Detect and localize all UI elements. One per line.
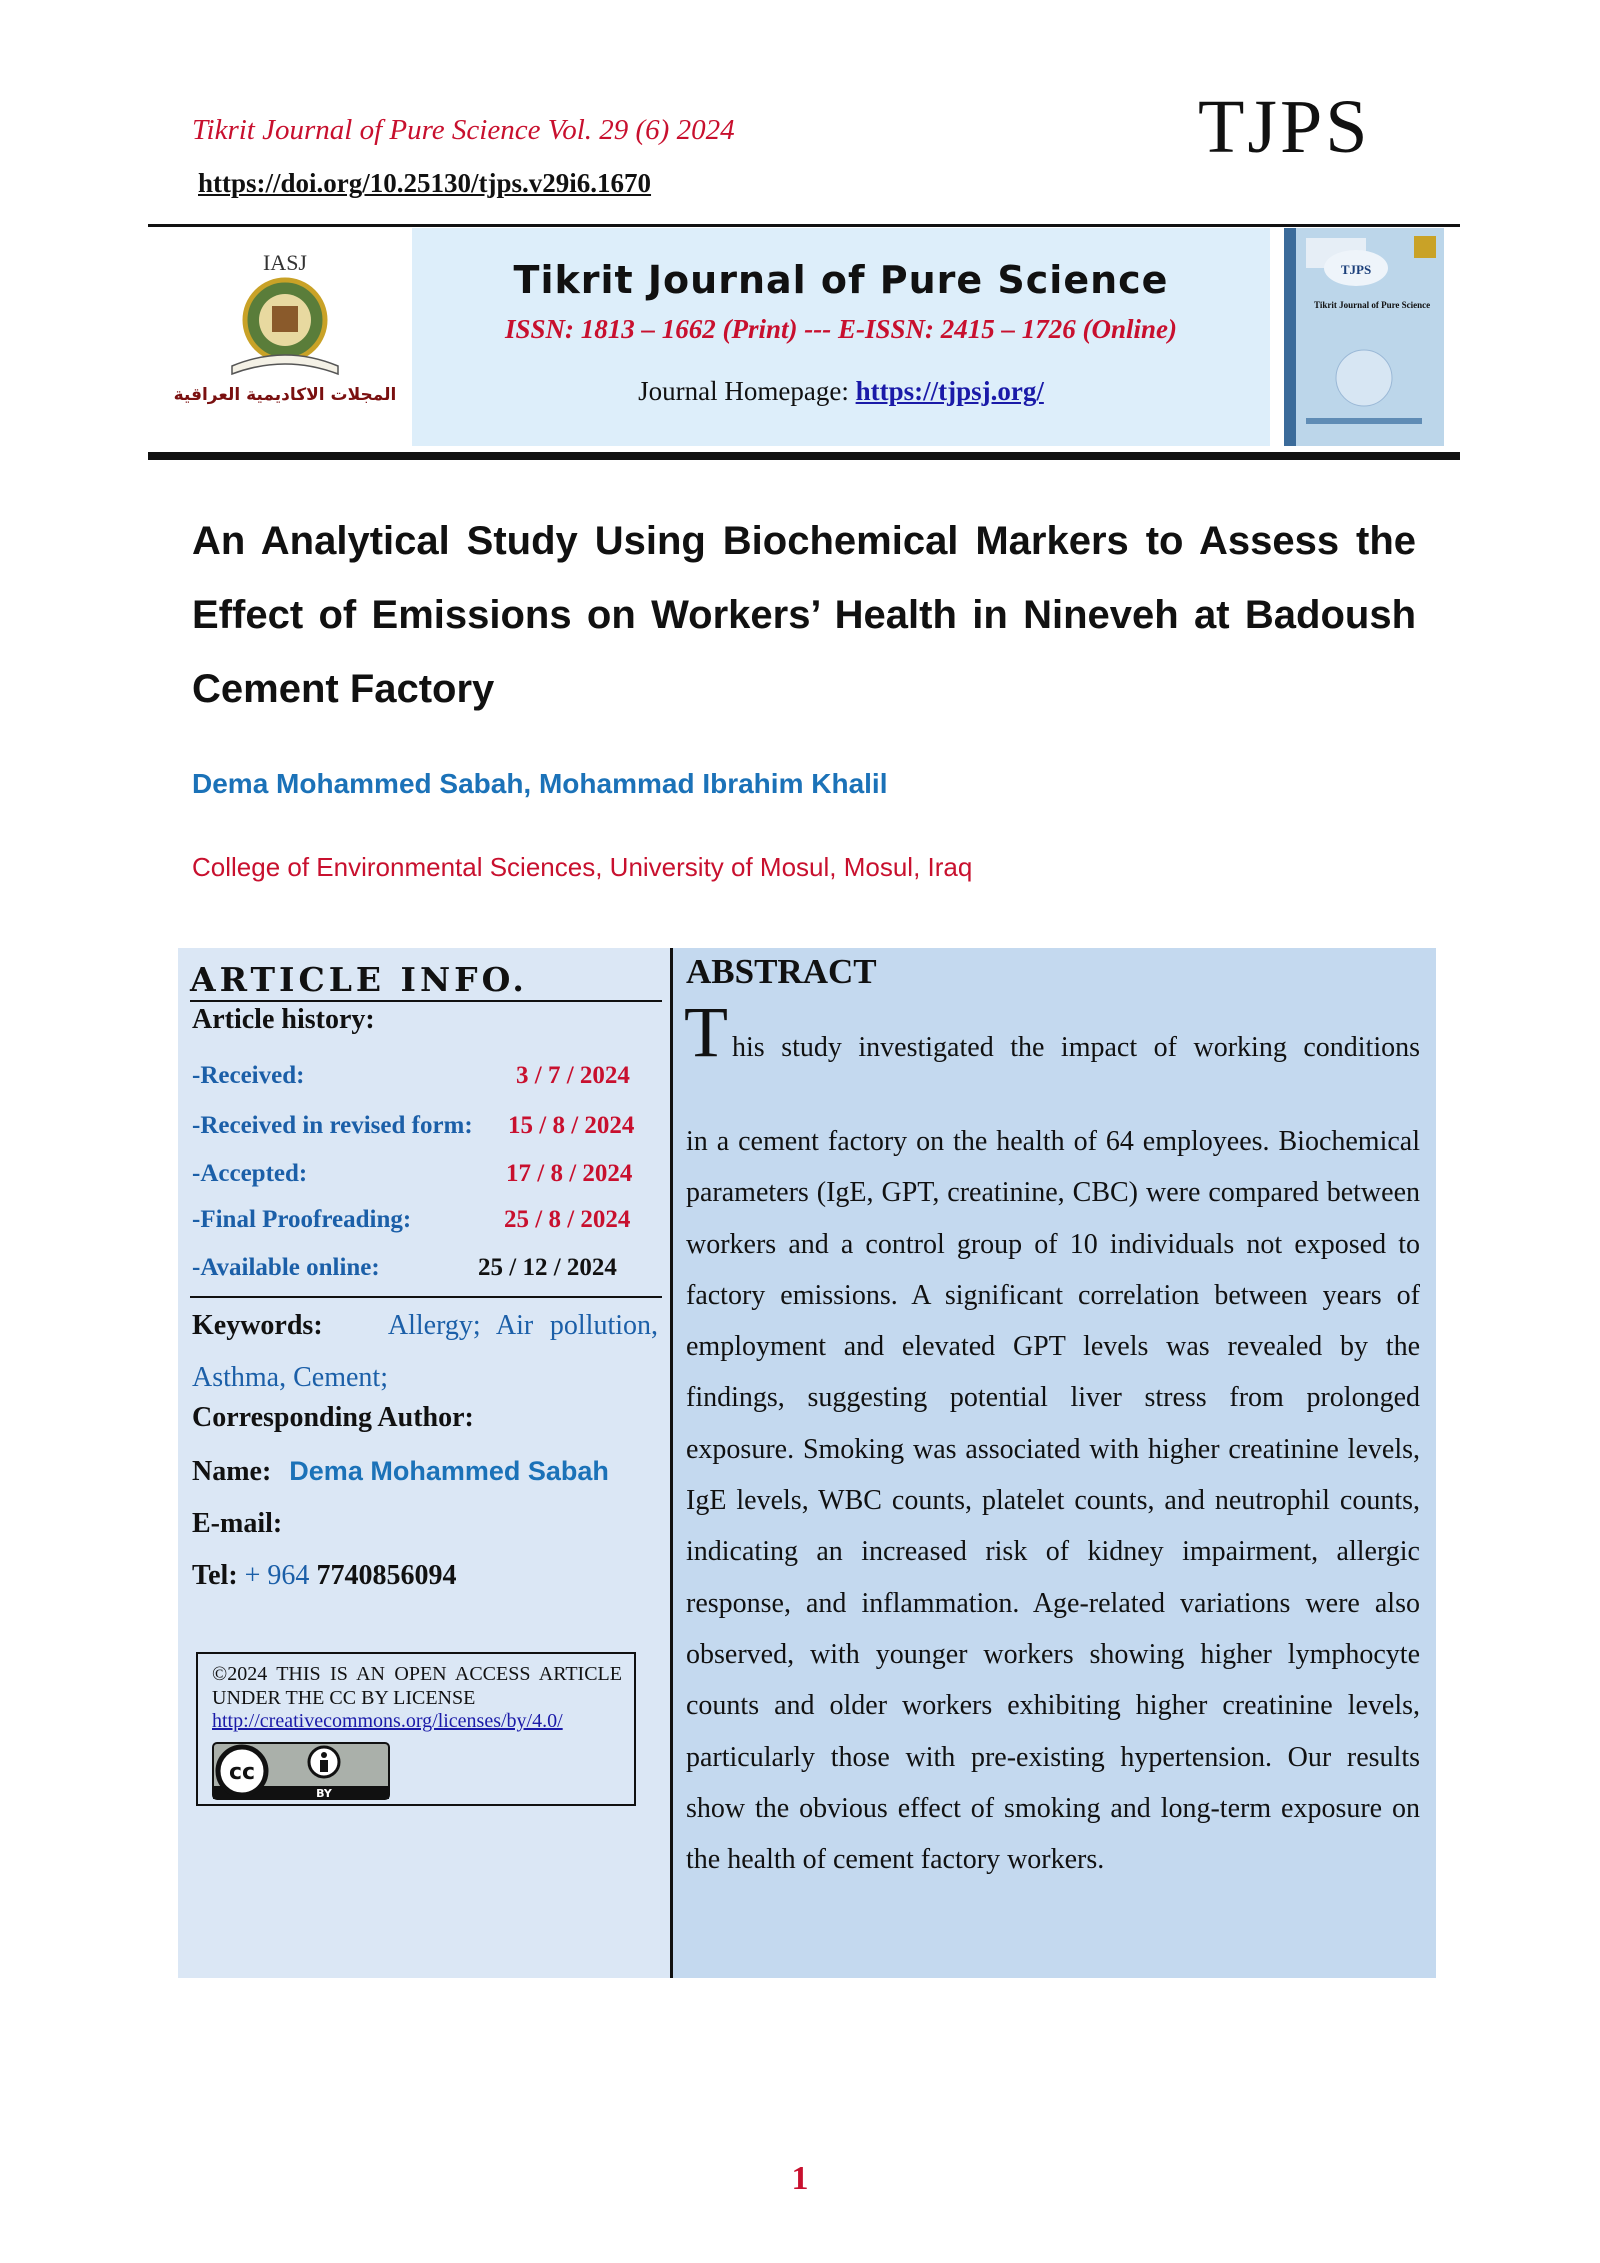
keywords-block xyxy=(192,1300,658,1404)
column-divider xyxy=(670,948,673,1978)
cc-by-label: BY xyxy=(316,1787,332,1800)
tel-label: Tel: xyxy=(192,1560,238,1591)
homepage-label: Journal Homepage: xyxy=(638,376,856,406)
corresponding-author-label: Corresponding Author: xyxy=(192,1402,474,1433)
author-name-line xyxy=(192,1456,609,1488)
header-top-rule xyxy=(148,224,1460,227)
history-online-label: -Available online: xyxy=(192,1254,380,1281)
cover-tjps-text: TJPS xyxy=(1340,262,1372,277)
tel-number: 7740856094 xyxy=(316,1560,457,1591)
tel-country-code: + 964 xyxy=(244,1560,310,1591)
license-link[interactable]: http://creativecommons.org/licenses/by/4.0/ xyxy=(212,1710,563,1732)
header-bottom-rule xyxy=(148,452,1460,460)
history-revised-label: -Received in revised form: xyxy=(192,1112,473,1139)
abstract-heading: ABSTRACT xyxy=(686,952,877,991)
abstract-body: in a cement factory on the health of 64 employees. Biochemical parameters (IgE, GPT, creatinine, CBC) were compared between workers and a control group of 10 individuals not exposed to factory emissions. A significant correlation between years of employment and elevated GPT levels was revealed by the findings, suggesting potential liver stress from prolonged exposure. Smoking was associated with higher creatinine levels, IgE levels, WBC counts, platelet counts, and neutrophil counts, indicating an increased risk of kidney impairment, allergic response, and inflammation. Age-related variations were also observed, with younger workers showing higher lymphocyte counts and older workers exhibiting higher creatinine levels, particularly those with pre-existing hypertension. Our results show the obvious effect of smoking and long-term exposure on the health of cement factory workers. xyxy=(686,1126,1420,1876)
history-revised-date: 15 / 8 / 2024 xyxy=(508,1112,635,1139)
banner-issn: ISSN: 1813 – 1662 (Print) --- E-ISSN: 2415 – 1726 (Online) xyxy=(504,314,1178,344)
name-value: Dema Mohammed Sabah xyxy=(289,1456,609,1486)
svg-text:cc: cc xyxy=(228,1760,256,1785)
article-info-heading: ARTICLE INFO. xyxy=(190,960,528,999)
tjps-wordmark: TJPS xyxy=(1198,85,1371,169)
keywords-label: Keywords: xyxy=(192,1310,323,1341)
history-accepted-label: -Accepted: xyxy=(192,1160,308,1187)
keywords-value: Allergy; Air pollution, Asthma, Cement; xyxy=(192,1310,658,1393)
journal-citation: Tikrit Journal of Pure Science Vol. 29 (6) 2024 xyxy=(192,114,735,146)
history-bottom-rule xyxy=(190,1296,662,1298)
history-proofreading-date: 25 / 8 / 2024 xyxy=(504,1206,631,1233)
doi-link[interactable]: https://doi.org/10.25130/tjps.v29i6.1670 xyxy=(198,168,652,198)
history-received-date: 3 / 7 / 2024 xyxy=(516,1062,630,1089)
journal-cover-image xyxy=(1284,228,1444,446)
history-proofreading-label: -Final Proofreading: xyxy=(192,1206,412,1233)
article-history-label: Article history: xyxy=(192,1004,375,1035)
banner-journal-title: Tikrit Journal of Pure Science xyxy=(513,258,1169,302)
homepage-link[interactable]: https://tjpsj.org/ xyxy=(855,376,1044,406)
license-text: ©2024 THIS IS AN OPEN ACCESS ARTICLE UNDER THE CC BY LICENSE xyxy=(212,1663,622,1709)
abstract-first-line: his study investigated the impact of working conditions xyxy=(732,1032,1420,1063)
iasj-logo-text: IASJ xyxy=(262,250,308,275)
page-number: 1 xyxy=(791,2160,809,2197)
info-heading-rule xyxy=(190,1000,662,1002)
iasj-logo xyxy=(160,248,410,408)
telephone-line xyxy=(192,1560,456,1592)
author-list: Dema Mohammed Sabah, Mohammad Ibrahim Khalil xyxy=(192,768,888,799)
cc-by-icon xyxy=(212,1742,390,1800)
banner-homepage xyxy=(412,376,1270,407)
cover-subtitle-text: Tikrit Journal of Pure Science xyxy=(1314,300,1431,310)
history-online-date: 25 / 12 / 2024 xyxy=(478,1254,617,1281)
author-affiliation: College of Environmental Sciences, University of Mosul, Mosul, Iraq xyxy=(192,852,973,882)
license-box xyxy=(196,1652,636,1806)
name-label: Name: xyxy=(192,1456,272,1487)
abstract-dropcap: T xyxy=(684,992,728,1072)
iasj-arabic-text: المجلات الاكاديمية العراقية xyxy=(173,385,397,405)
paper-title: An Analytical Study Using Biochemical Markers to Assess the Effect of Emissions on Workers’ Health in Nineveh at Badoush Cement Factory xyxy=(192,519,1416,711)
history-accepted-date: 17 / 8 / 2024 xyxy=(506,1160,633,1187)
journal-banner xyxy=(412,228,1270,446)
email-label: E-mail: xyxy=(192,1508,283,1539)
history-received-label: -Received: xyxy=(192,1062,305,1089)
